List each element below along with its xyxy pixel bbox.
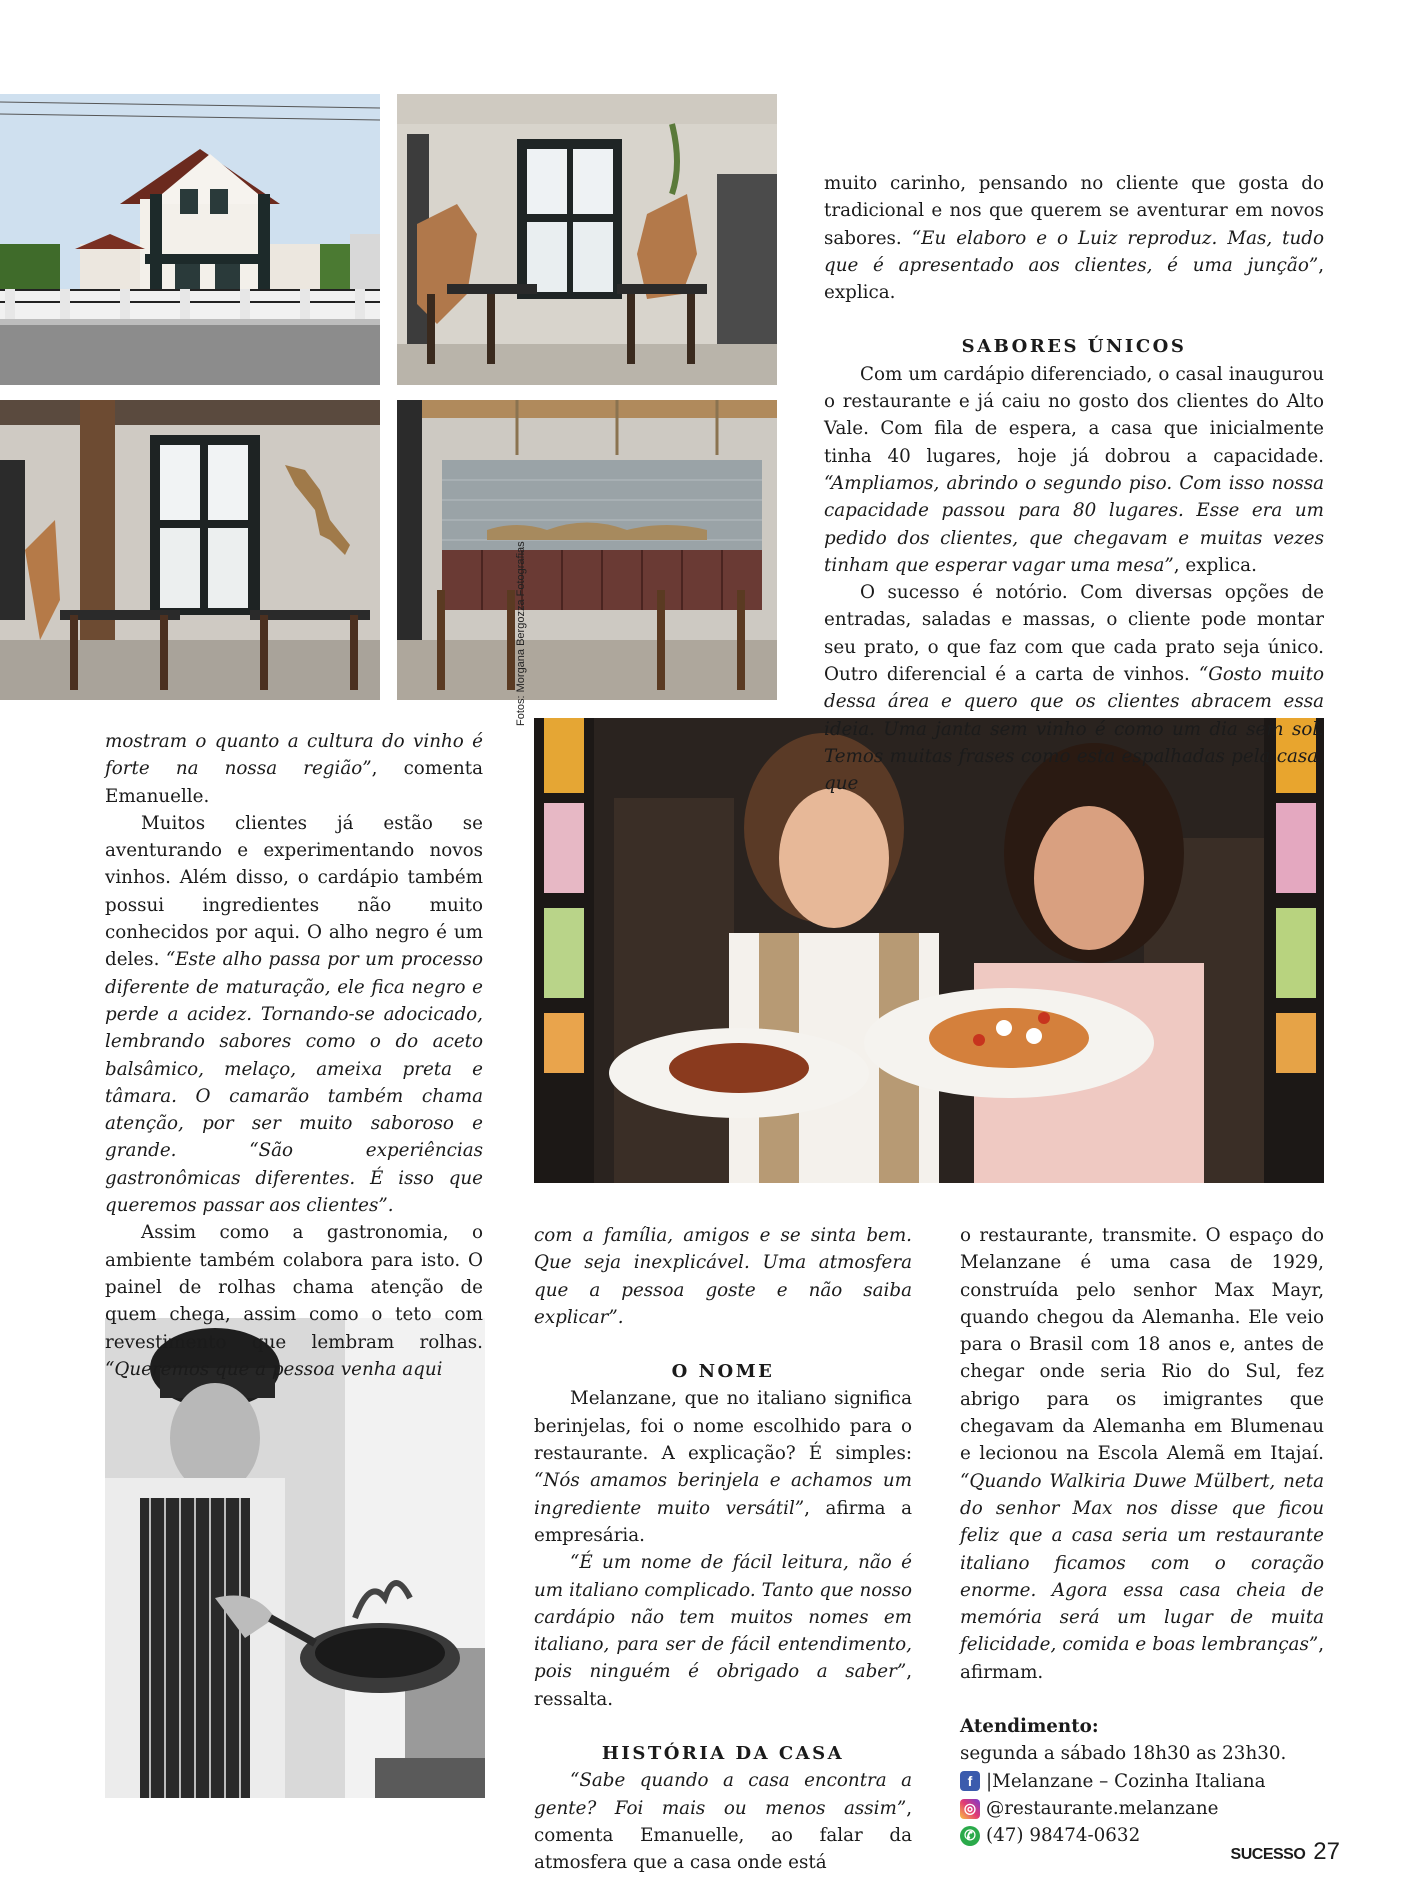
column-middle	[534, 1222, 912, 1877]
paragraph: o restaurante, transmite. O espaço do Melanzane é uma casa de 1929, construída pelo senhor Max Mayr, quando chegou da Alemanha. Ele veio para o Brasil com 18 anos e, antes de chegar onde seria Rio do Sul, fez abrigo para os imigrantes que chegavam da Alemanha em Blumenau e lecionou na Escola Alemã em Itajaí. “Quando Walkiria Duwe Mülbert, neta do senhor Max nos disse que ficou feliz que a casa seria um restaurante italiano ficamos com o coração enorme. Agora essa casa cheia de memória será um lugar de muita felicidade, comida e boas lembranças”, afirmam.	[960, 1225, 1324, 1683]
paragraph: “É um nome de fácil leitura, não é um italiano complicado. Tanto que nosso cardápio não tem muitos nomes em italiano, para ser de fácil entendimento, pois ninguém é obrigado a saber”, ressalta.	[534, 1552, 912, 1710]
paragraph: mostram o quanto a cultura do vinho é forte na nossa região”, comenta Emanuelle.	[105, 731, 483, 807]
photo-interior-window	[397, 94, 777, 385]
opening-hours: segunda a sábado 18h30 as 23h30.	[960, 1743, 1287, 1765]
photo-interior-bench	[397, 400, 777, 700]
heading-historia-da-casa: HISTÓRIA DA CASA	[601, 1743, 845, 1765]
heading-sabores-unicos: SABORES ÚNICOS	[961, 336, 1187, 358]
whatsapp-icon: ✆	[960, 1826, 980, 1846]
paragraph: O sucesso é notório. Com diversas opções de entradas, saladas e massas, o cliente pode montar seu prato, o que faz com que cada prato seja único. Outro diferencial é a carta de vinhos. “Gosto muito dessa área e quero que os clientes abracem essa ideia. Uma janta sem vinho é como um dia sem sol. Temos muitas frases como esta espalhadas pela casa, que	[824, 582, 1324, 795]
photo-interior-italy-map	[0, 400, 380, 700]
photo-house-exterior	[0, 94, 380, 385]
page-number: 27	[1313, 1838, 1340, 1865]
paragraph: Muitos clientes já estão se aventurando e experimentando novos vinhos. Além disso, o cardápio também possui ingredientes não muito conhecidos por aqui. O alho negro é um deles. “Este alho passa por um processo diferente de maturação, ele fica negro e perde a acidez. Tornando-se adocicado, lembrando sabores como o do aceto balsâmico, melaço, ameixa preta e tâmara. O camarão também chama atenção, por ser muito saboroso e grande. “São experiências gastronômicas diferentes. É isso que queremos passar aos clientes”.	[105, 812, 483, 1217]
facebook-contact[interactable]	[960, 1768, 1324, 1795]
facebook-page-name: |Melanzane – Cozinha Italiana	[986, 1770, 1266, 1792]
page-footer	[1231, 1838, 1340, 1866]
instagram-icon: ◎	[960, 1799, 980, 1819]
instagram-handle: @restaurante.melanzane	[986, 1797, 1219, 1819]
magazine-brand: SUCESSO	[1230, 1846, 1306, 1863]
paragraph: Assim como a gastronomia, o ambiente também colabora para isto. O painel de rolhas chama atenção de quem chega, assim como o teto com revestimento que lembram rolhas. “Queremos que a pessoa venha aqui	[105, 1222, 483, 1380]
photo-chef-cooking	[105, 1318, 485, 1798]
paragraph: com a família, amigos e se sinta bem. Que seja inexplicável. Uma atmosfera que a pessoa goste e não saiba explicar”.	[534, 1225, 912, 1328]
paragraph: muito carinho, pensando no cliente que gosta do tradicional e nos que querem se aventurar em novos sabores. “Eu elaboro e o Luiz reproduz. Mas, tudo que é apresentado aos clientes, é uma junção”, explica.	[824, 173, 1324, 304]
contact-block	[960, 1713, 1324, 1849]
paragraph: Melanzane, que no italiano significa berinjelas, foi o nome escolhido para o restaurante. A explicação? É simples: “Nós amamos berinjela e achamos um ingrediente muito versátil”, afirma a empresária.	[534, 1388, 912, 1546]
photo-credit: Fotos: Morgana Bergozza Fotografias	[515, 541, 527, 726]
atendimento-label: Atendimento:	[960, 1716, 1099, 1738]
column-top-right	[824, 170, 1324, 798]
facebook-icon: f	[960, 1771, 980, 1791]
paragraph: Com um cardápio diferenciado, o casal inaugurou o restaurante e já caiu no gosto dos clientes do Alto Vale. Com fila de espera, a casa que inicialmente tinha 40 lugares, hoje já dobrou a capacidade. “Ampliamos, abrindo o segundo piso. Com isso nossa capacidade passou para 80 lugares. Esse era um pedido dos clientes, que chegavam e muitas vezes tinham que esperar vagar uma mesa”, explica.	[824, 363, 1324, 576]
column-right	[960, 1222, 1324, 1850]
paragraph: “Sabe quando a casa encontra a gente? Foi mais ou menos assim”, comenta Emanuelle, ao falar da atmosfera que a casa onde está	[534, 1770, 912, 1874]
column-left	[105, 728, 483, 1383]
instagram-contact[interactable]	[960, 1795, 1324, 1822]
heading-o-nome: O NOME	[671, 1361, 775, 1383]
whatsapp-number: (47) 98474-0632	[986, 1825, 1141, 1847]
